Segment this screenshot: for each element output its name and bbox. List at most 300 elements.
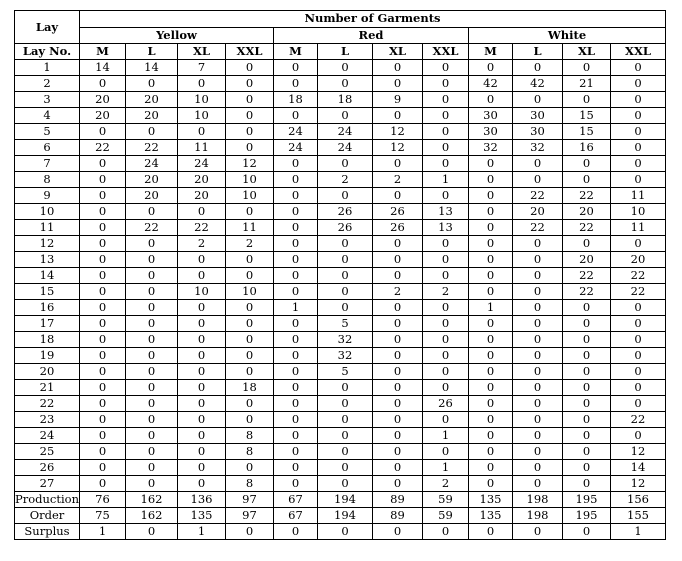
table-cell: 0 bbox=[469, 236, 513, 252]
table-cell: 0 bbox=[611, 332, 666, 348]
table-cell: 22 bbox=[126, 140, 178, 156]
table-cell: 97 bbox=[226, 508, 274, 524]
table-cell: 0 bbox=[373, 268, 423, 284]
table-cell: 0 bbox=[80, 316, 126, 332]
table-cell: 1 bbox=[423, 460, 469, 476]
table-row bbox=[15, 156, 666, 172]
table-cell: 67 bbox=[274, 492, 318, 508]
table-row bbox=[15, 444, 666, 460]
table-cell: 0 bbox=[423, 252, 469, 268]
table-cell: 0 bbox=[274, 60, 318, 76]
table-row bbox=[15, 508, 666, 524]
table-cell: 0 bbox=[611, 108, 666, 124]
table-cell: 20 bbox=[563, 204, 611, 220]
table-row bbox=[15, 92, 666, 108]
table-cell: 0 bbox=[373, 332, 423, 348]
table-cell: 0 bbox=[423, 140, 469, 156]
color-header-yellow: Yellow bbox=[80, 27, 274, 44]
table-cell: 0 bbox=[226, 524, 274, 540]
table-cell: 0 bbox=[373, 396, 423, 412]
table-row bbox=[15, 364, 666, 380]
table-cell: 0 bbox=[126, 252, 178, 268]
table-cell: 26 bbox=[318, 220, 373, 236]
table-cell: 8 bbox=[226, 476, 274, 492]
table-cell: 10 bbox=[611, 204, 666, 220]
size-header: XL bbox=[563, 44, 611, 60]
row-label: 13 bbox=[15, 252, 80, 268]
row-label: 9 bbox=[15, 188, 80, 204]
table-cell: 24 bbox=[318, 124, 373, 140]
table-cell: 10 bbox=[178, 108, 226, 124]
table-cell: 18 bbox=[226, 380, 274, 396]
table-cell: 0 bbox=[226, 108, 274, 124]
table-cell: 0 bbox=[126, 396, 178, 412]
color-header-white: White bbox=[469, 27, 666, 44]
table-cell: 0 bbox=[80, 460, 126, 476]
table-cell: 24 bbox=[126, 156, 178, 172]
table-cell: 0 bbox=[513, 476, 563, 492]
table-cell: 26 bbox=[373, 220, 423, 236]
table-cell: 0 bbox=[178, 460, 226, 476]
table-cell: 20 bbox=[126, 172, 178, 188]
table-cell: 0 bbox=[318, 76, 373, 92]
table-cell: 0 bbox=[611, 124, 666, 140]
table-cell: 0 bbox=[80, 172, 126, 188]
table-cell: 22 bbox=[563, 220, 611, 236]
table-cell: 0 bbox=[226, 300, 274, 316]
table-cell: 26 bbox=[318, 204, 373, 220]
row-label: 14 bbox=[15, 268, 80, 284]
table-cell: 0 bbox=[563, 412, 611, 428]
table-cell: 0 bbox=[563, 364, 611, 380]
table-cell: 156 bbox=[611, 492, 666, 508]
table-cell: 0 bbox=[513, 236, 563, 252]
table-cell: 0 bbox=[469, 284, 513, 300]
table-cell: 42 bbox=[469, 76, 513, 92]
row-label: 26 bbox=[15, 460, 80, 476]
table-cell: 0 bbox=[469, 460, 513, 476]
row-label: 23 bbox=[15, 412, 80, 428]
table-cell: 0 bbox=[563, 428, 611, 444]
table-cell: 0 bbox=[226, 348, 274, 364]
table-cell: 0 bbox=[373, 444, 423, 460]
table-cell: 0 bbox=[226, 316, 274, 332]
table-cell: 194 bbox=[318, 492, 373, 508]
size-header: XXL bbox=[423, 44, 469, 60]
size-header: M bbox=[469, 44, 513, 60]
table-cell: 0 bbox=[423, 364, 469, 380]
row-label: 4 bbox=[15, 108, 80, 124]
table-cell: 0 bbox=[274, 348, 318, 364]
table-cell: 11 bbox=[226, 220, 274, 236]
table-cell: 12 bbox=[373, 140, 423, 156]
table-cell: 0 bbox=[563, 156, 611, 172]
table-cell: 10 bbox=[226, 172, 274, 188]
table-cell: 1 bbox=[611, 524, 666, 540]
table-cell: 0 bbox=[126, 524, 178, 540]
table-row bbox=[15, 300, 666, 316]
table-cell: 2 bbox=[423, 476, 469, 492]
table-cell: 0 bbox=[469, 268, 513, 284]
table-cell: 0 bbox=[423, 444, 469, 460]
table-cell: 22 bbox=[563, 188, 611, 204]
table-cell: 0 bbox=[178, 428, 226, 444]
table-cell: 0 bbox=[423, 60, 469, 76]
table-cell: 0 bbox=[373, 364, 423, 380]
table-cell: 0 bbox=[611, 300, 666, 316]
table-cell: 0 bbox=[318, 412, 373, 428]
table-cell: 75 bbox=[80, 508, 126, 524]
table-cell: 1 bbox=[423, 428, 469, 444]
table-row bbox=[15, 60, 666, 76]
table-cell: 22 bbox=[126, 220, 178, 236]
table-row bbox=[15, 188, 666, 204]
table-cell: 0 bbox=[80, 332, 126, 348]
table-cell: 0 bbox=[469, 348, 513, 364]
row-label: 8 bbox=[15, 172, 80, 188]
table-row bbox=[15, 204, 666, 220]
table-cell: 0 bbox=[126, 348, 178, 364]
table-cell: 0 bbox=[373, 524, 423, 540]
row-label: 2 bbox=[15, 76, 80, 92]
row-label: 25 bbox=[15, 444, 80, 460]
table-cell: 0 bbox=[80, 364, 126, 380]
table-cell: 0 bbox=[423, 188, 469, 204]
row-label: 17 bbox=[15, 316, 80, 332]
table-cell: 0 bbox=[423, 412, 469, 428]
table-cell: 0 bbox=[469, 524, 513, 540]
table-cell: 0 bbox=[274, 380, 318, 396]
table-cell: 0 bbox=[226, 268, 274, 284]
table-cell: 11 bbox=[611, 188, 666, 204]
table-cell: 32 bbox=[318, 348, 373, 364]
table-cell: 0 bbox=[274, 76, 318, 92]
table-cell: 0 bbox=[318, 156, 373, 172]
size-header: XXL bbox=[611, 44, 666, 60]
row-label: 5 bbox=[15, 124, 80, 140]
size-header: M bbox=[80, 44, 126, 60]
table-cell: 0 bbox=[126, 380, 178, 396]
table-cell: 0 bbox=[318, 252, 373, 268]
table-cell: 76 bbox=[80, 492, 126, 508]
table-cell: 0 bbox=[80, 300, 126, 316]
table-cell: 0 bbox=[318, 300, 373, 316]
table-cell: 0 bbox=[178, 316, 226, 332]
table-cell: 42 bbox=[513, 76, 563, 92]
table-cell: 0 bbox=[274, 172, 318, 188]
table-cell: 0 bbox=[226, 460, 274, 476]
table-cell: 0 bbox=[126, 284, 178, 300]
table-cell: 0 bbox=[274, 524, 318, 540]
table-row bbox=[15, 236, 666, 252]
table-cell: 0 bbox=[178, 396, 226, 412]
table-cell: 0 bbox=[373, 108, 423, 124]
table-cell: 97 bbox=[226, 492, 274, 508]
table-cell: 0 bbox=[513, 460, 563, 476]
table-cell: 0 bbox=[226, 204, 274, 220]
table-cell: 0 bbox=[563, 460, 611, 476]
table-cell: 8 bbox=[226, 428, 274, 444]
table-cell: 0 bbox=[178, 204, 226, 220]
table-cell: 0 bbox=[423, 124, 469, 140]
table-cell: 10 bbox=[226, 284, 274, 300]
table-cell: 0 bbox=[274, 284, 318, 300]
size-header: XL bbox=[373, 44, 423, 60]
table-cell: 24 bbox=[274, 140, 318, 156]
table-cell: 0 bbox=[423, 524, 469, 540]
garment-lay-table-container bbox=[14, 10, 666, 540]
header-row-sizes bbox=[15, 44, 666, 60]
table-cell: 0 bbox=[611, 92, 666, 108]
table-cell: 15 bbox=[563, 108, 611, 124]
row-label: 1 bbox=[15, 60, 80, 76]
table-cell: 0 bbox=[126, 460, 178, 476]
table-row bbox=[15, 140, 666, 156]
table-cell: 0 bbox=[226, 252, 274, 268]
row-label: 24 bbox=[15, 428, 80, 444]
table-cell: 0 bbox=[423, 380, 469, 396]
size-header: XL bbox=[178, 44, 226, 60]
table-cell: 0 bbox=[80, 236, 126, 252]
table-cell: 0 bbox=[274, 268, 318, 284]
table-cell: 0 bbox=[318, 236, 373, 252]
table-row bbox=[15, 268, 666, 284]
table-cell: 0 bbox=[469, 332, 513, 348]
table-cell: 0 bbox=[80, 188, 126, 204]
table-cell: 0 bbox=[423, 108, 469, 124]
table-cell: 24 bbox=[178, 156, 226, 172]
table-cell: 1 bbox=[80, 524, 126, 540]
table-cell: 22 bbox=[611, 412, 666, 428]
size-header: L bbox=[126, 44, 178, 60]
table-cell: 0 bbox=[80, 380, 126, 396]
table-cell: 0 bbox=[563, 396, 611, 412]
table-row bbox=[15, 252, 666, 268]
table-cell: 1 bbox=[469, 300, 513, 316]
table-row bbox=[15, 172, 666, 188]
table-cell: 0 bbox=[563, 236, 611, 252]
table-cell: 0 bbox=[226, 332, 274, 348]
table-cell: 0 bbox=[80, 428, 126, 444]
row-label: 27 bbox=[15, 476, 80, 492]
table-cell: 8 bbox=[226, 444, 274, 460]
table-cell: 30 bbox=[513, 108, 563, 124]
table-cell: 0 bbox=[126, 412, 178, 428]
table-cell: 13 bbox=[423, 220, 469, 236]
table-cell: 0 bbox=[274, 316, 318, 332]
table-cell: 0 bbox=[274, 396, 318, 412]
table-cell: 0 bbox=[373, 348, 423, 364]
table-cell: 0 bbox=[318, 444, 373, 460]
table-cell: 0 bbox=[513, 348, 563, 364]
table-cell: 20 bbox=[126, 108, 178, 124]
table-cell: 0 bbox=[126, 124, 178, 140]
table-row bbox=[15, 492, 666, 508]
table-cell: 136 bbox=[178, 492, 226, 508]
table-cell: 26 bbox=[423, 396, 469, 412]
table-row bbox=[15, 412, 666, 428]
table-cell: 14 bbox=[80, 60, 126, 76]
table-cell: 7 bbox=[178, 60, 226, 76]
table-cell: 0 bbox=[513, 252, 563, 268]
table-cell: 0 bbox=[80, 76, 126, 92]
table-row bbox=[15, 348, 666, 364]
table-cell: 0 bbox=[126, 76, 178, 92]
table-cell: 10 bbox=[178, 92, 226, 108]
table-cell: 22 bbox=[563, 268, 611, 284]
table-cell: 0 bbox=[80, 444, 126, 460]
table-cell: 0 bbox=[611, 364, 666, 380]
table-cell: 194 bbox=[318, 508, 373, 524]
table-cell: 0 bbox=[178, 124, 226, 140]
table-cell: 0 bbox=[513, 316, 563, 332]
table-cell: 0 bbox=[611, 236, 666, 252]
table-row bbox=[15, 460, 666, 476]
table-cell: 0 bbox=[611, 316, 666, 332]
table-cell: 2 bbox=[226, 236, 274, 252]
table-cell: 0 bbox=[513, 380, 563, 396]
table-cell: 198 bbox=[513, 492, 563, 508]
table-cell: 0 bbox=[226, 364, 274, 380]
table-row bbox=[15, 428, 666, 444]
size-header: L bbox=[318, 44, 373, 60]
table-cell: 22 bbox=[513, 220, 563, 236]
table-row bbox=[15, 220, 666, 236]
table-cell: 2 bbox=[178, 236, 226, 252]
table-cell: 0 bbox=[513, 428, 563, 444]
table-cell: 10 bbox=[226, 188, 274, 204]
table-cell: 0 bbox=[80, 284, 126, 300]
table-cell: 22 bbox=[563, 284, 611, 300]
table-cell: 20 bbox=[178, 188, 226, 204]
table-cell: 0 bbox=[513, 268, 563, 284]
table-cell: 0 bbox=[80, 348, 126, 364]
table-cell: 0 bbox=[513, 412, 563, 428]
table-cell: 0 bbox=[318, 60, 373, 76]
row-label: 7 bbox=[15, 156, 80, 172]
table-cell: 0 bbox=[318, 268, 373, 284]
table-row bbox=[15, 476, 666, 492]
table-row bbox=[15, 108, 666, 124]
table-cell: 1 bbox=[423, 172, 469, 188]
table-cell: 22 bbox=[611, 284, 666, 300]
table-cell: 0 bbox=[611, 380, 666, 396]
table-cell: 0 bbox=[226, 396, 274, 412]
table-cell: 162 bbox=[126, 508, 178, 524]
table-cell: 32 bbox=[318, 332, 373, 348]
table-cell: 0 bbox=[318, 428, 373, 444]
table-cell: 0 bbox=[563, 380, 611, 396]
table-cell: 155 bbox=[611, 508, 666, 524]
table-cell: 0 bbox=[563, 476, 611, 492]
table-cell: 0 bbox=[469, 444, 513, 460]
table-cell: 0 bbox=[423, 316, 469, 332]
table-cell: 0 bbox=[318, 476, 373, 492]
table-cell: 0 bbox=[274, 364, 318, 380]
table-cell: 20 bbox=[80, 108, 126, 124]
table-cell: 20 bbox=[126, 188, 178, 204]
table-cell: 0 bbox=[373, 300, 423, 316]
number-of-garments-header: Number of Garments bbox=[80, 11, 666, 28]
header-row-colors bbox=[15, 27, 666, 44]
table-cell: 11 bbox=[611, 220, 666, 236]
table-cell: 13 bbox=[423, 204, 469, 220]
table-cell: 0 bbox=[226, 76, 274, 92]
table-cell: 0 bbox=[423, 348, 469, 364]
table-cell: 0 bbox=[274, 220, 318, 236]
table-row bbox=[15, 76, 666, 92]
table-cell: 0 bbox=[126, 476, 178, 492]
table-cell: 0 bbox=[126, 236, 178, 252]
table-cell: 135 bbox=[469, 492, 513, 508]
table-cell: 0 bbox=[80, 220, 126, 236]
table-cell: 1 bbox=[178, 524, 226, 540]
table-cell: 0 bbox=[274, 444, 318, 460]
table-cell: 18 bbox=[274, 92, 318, 108]
table-cell: 0 bbox=[513, 364, 563, 380]
table-cell: 0 bbox=[126, 332, 178, 348]
table-cell: 0 bbox=[513, 524, 563, 540]
table-row bbox=[15, 380, 666, 396]
table-cell: 0 bbox=[80, 124, 126, 140]
table-cell: 0 bbox=[423, 92, 469, 108]
table-row bbox=[15, 524, 666, 540]
row-label: 21 bbox=[15, 380, 80, 396]
table-cell: 20 bbox=[611, 252, 666, 268]
table-cell: 0 bbox=[226, 60, 274, 76]
table-cell: 0 bbox=[469, 412, 513, 428]
table-cell: 0 bbox=[178, 332, 226, 348]
table-cell: 0 bbox=[80, 204, 126, 220]
table-cell: 20 bbox=[563, 252, 611, 268]
table-cell: 0 bbox=[423, 156, 469, 172]
table-cell: 0 bbox=[469, 364, 513, 380]
table-cell: 0 bbox=[80, 396, 126, 412]
table-cell: 0 bbox=[469, 476, 513, 492]
table-cell: 0 bbox=[126, 316, 178, 332]
table-cell: 195 bbox=[563, 492, 611, 508]
table-cell: 0 bbox=[373, 380, 423, 396]
color-header-red: Red bbox=[274, 27, 469, 44]
table-cell: 0 bbox=[80, 412, 126, 428]
table-cell: 0 bbox=[513, 92, 563, 108]
table-cell: 0 bbox=[513, 284, 563, 300]
row-label: 15 bbox=[15, 284, 80, 300]
table-cell: 5 bbox=[318, 364, 373, 380]
table-cell: 0 bbox=[611, 76, 666, 92]
table-cell: 0 bbox=[563, 92, 611, 108]
row-label: 20 bbox=[15, 364, 80, 380]
table-cell: 198 bbox=[513, 508, 563, 524]
table-cell: 89 bbox=[373, 492, 423, 508]
table-cell: 24 bbox=[274, 124, 318, 140]
table-cell: 0 bbox=[226, 92, 274, 108]
table-cell: 0 bbox=[178, 364, 226, 380]
table-cell: 0 bbox=[373, 188, 423, 204]
table-cell: 24 bbox=[318, 140, 373, 156]
table-cell: 0 bbox=[373, 316, 423, 332]
table-cell: 0 bbox=[563, 524, 611, 540]
table-cell: 0 bbox=[513, 396, 563, 412]
table-cell: 0 bbox=[373, 60, 423, 76]
table-cell: 0 bbox=[469, 172, 513, 188]
table-cell: 0 bbox=[274, 204, 318, 220]
table-cell: 0 bbox=[373, 428, 423, 444]
row-label: 11 bbox=[15, 220, 80, 236]
table-cell: 20 bbox=[80, 92, 126, 108]
table-cell: 12 bbox=[373, 124, 423, 140]
table-row bbox=[15, 124, 666, 140]
